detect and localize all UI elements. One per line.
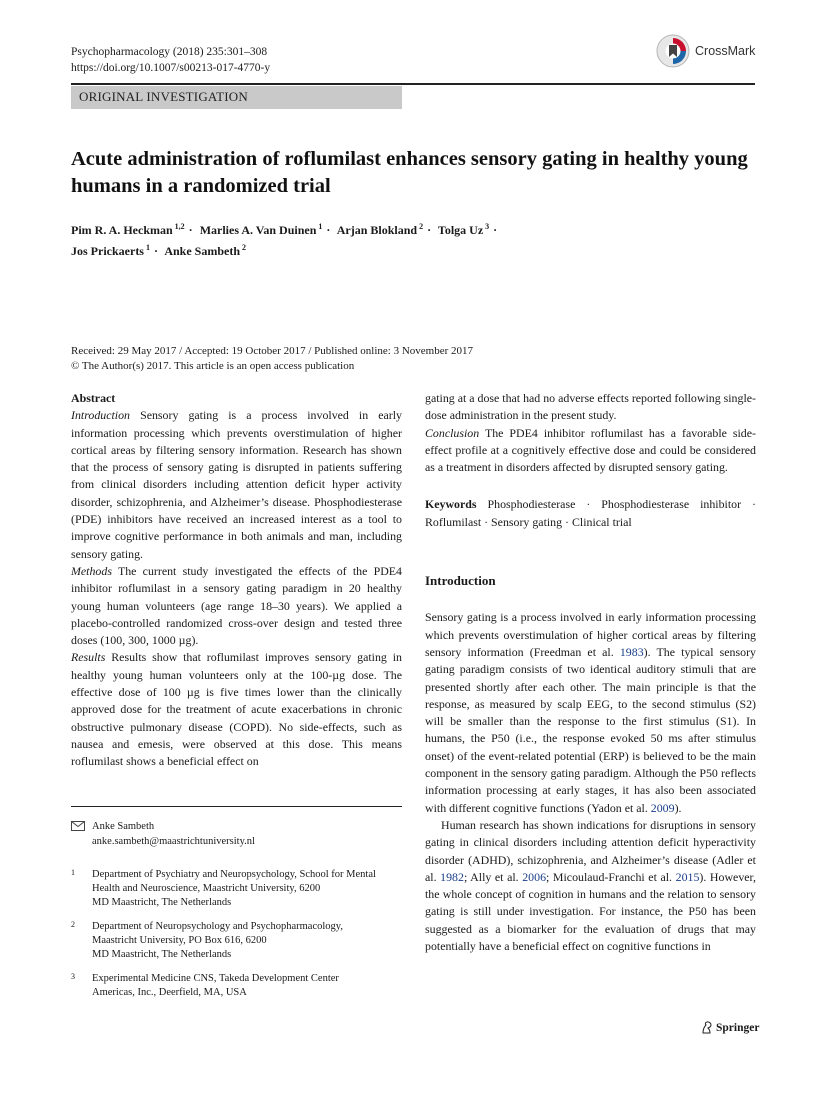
springer-horse-icon [701, 1021, 713, 1034]
author-name[interactable]: Marlies A. Van Duinen $^1$ [199, 222, 323, 237]
affiliation: 2 Department of Neuropsychology and Psychopharmacology, Maastricht University, PO Box 616, 6200 MD Maastricht, The Netherlands [71, 920, 343, 960]
section-label: ORIGINAL INVESTIGATION [79, 89, 248, 104]
section-bar [71, 86, 402, 109]
crossmark-icon [656, 34, 690, 68]
left-column [71, 390, 402, 771]
correspondence-email[interactable]: anke.sambeth@maastrichtuniversity.nl [92, 835, 255, 847]
journal-line: Psychopharmacology (2018) 235:301–308 [71, 46, 268, 58]
keywords: Keywords Phosphodiesterase · Phosphodiesterase inhibitor · Roflumilast · Sensory gating · Clinical trial [425, 497, 756, 529]
publisher-name: Springer [716, 1021, 760, 1034]
reference-link[interactable]: 2006 [522, 869, 547, 884]
introduction-paragraph: Human research has shown indications for disruptions in sensory gating in clinical disorders including attention deficit hyperactivity disorder (ADHD), schizophrenia, and Alzheimer’s disease (Adler et al. 1982; Ally et al. 2006; Micoulaud-Franchi et al. 2015). However, the whole concept of cognition in humans and the relation to sensory gating is still under investigation. For instance, the P50 has been suggested as a biomarker for the evaluation of drugs that may potentially have a beneficial effect on cognitive functions in [425, 817, 757, 954]
introduction-paragraph: Sensory gating is a process involved in early information processing which prevents overstimulation of higher cortical areas by filtering sensory information (Freedman et al. 1983). The typical sensory gating paradigm consists of two identical auditory stimuli that are presented shortly after each other. The main principle is that the response, as measured by scalp EEG, to the second stimulus (S2) will be smaller than the response to the first stimulus (S1). In humans, the P50 (i.e., the response evoked 50 ms after stimulus onset) of the event-related potential (ERP) is believed to be the main component in the sensory gating paradigm. Although the P50 reflects information processing at early stages, it has also been associated with different cognitive functions (Yadon et al. 2009). [425, 610, 756, 815]
publication-dates [71, 344, 473, 374]
reference-link[interactable]: 1983 [619, 644, 644, 659]
abstract-heading: Abstract [71, 391, 116, 405]
crossmark-label: CrossMark [695, 44, 756, 58]
affiliations [71, 868, 402, 1010]
reference-link[interactable]: 2009 [650, 800, 675, 815]
affiliation: 1 Department of Psychiatry and Neuropsychology, School for Mental Health and Neuroscience, Maastricht University, 6200 MD Maastricht, The Netherlands [71, 868, 376, 908]
author-name[interactable]: Arjan Blokland $^2$ [336, 222, 424, 237]
dates-line: Received: 29 May 2017 / Accepted: 19 October 2017 / Published online: 3 November 2017 [71, 345, 474, 357]
article-title: Acute administration of roflumilast enhances sensory gating in healthy young humans in a randomized trial [71, 148, 748, 197]
author-list: Pim R. A. Heckman $^{1,2}$ · Marlies A. Van Duinen $^1$ · Arjan Blokland $^2$ · Tolga Uz $^3$ · Jos Prickaerts $^1$ · Anke Sambeth $^2$ [71, 222, 498, 258]
footnote-rule [71, 806, 402, 807]
author-name[interactable]: Anke Sambeth $^2$ [164, 243, 247, 258]
abstract-results: Results Results show that roflumilast improves sensory gating in healthy young human volunteers only at the 100-µg dose. The effective dose of 100 µg is five times lower than the clinically approved dose for the treatment of acute exacerbations in chronic obstructive pulmonary disease (COPD). No side-effects, such as nausea and emesis, were observed at this dose. This means roflumilast shows a beneficial effect on [71, 650, 402, 769]
journal-citation [71, 44, 270, 76]
doi-line[interactable]: https://doi.org/10.1007/s00213-017-4770-y [71, 62, 271, 74]
abstract-conclusion: Conclusion The PDE4 inhibitor roflumilast has a favorable side-effect profile at a cognitively effective dose and could be considered as a treatment in disorders affected by disrupted sensory gating. [425, 425, 756, 475]
reference-link[interactable]: 2015 [675, 869, 700, 884]
author-name[interactable]: Jos Prickaerts $^1$ [71, 243, 150, 258]
abstract-introduction: Introduction Sensory gating is a process involved in early information processing which prevents overstimulation of higher cortical areas by filtering sensory information. Research has shown that the process of sensory gating is disrupted in patients suffering from clinical disorders including attention deficit hyper activity disorder, schizophrenia, and Alzheimer’s disease. Phosphodiesterase (PDE) inhibitors have received an increased interest as a tool to improve cognitive performance in both animals and man, including sensory gating. [71, 408, 402, 561]
abstract-results-continued: gating at a dose that had no adverse effects reported following single-dose administration in the present study. [425, 391, 756, 423]
affiliation: 3 Experimental Medicine CNS, Takeda Development Center Americas, Inc., Deerfield, MA, USA [71, 972, 339, 998]
copyright-line: © The Author(s) 2017. This article is an open access publication [71, 360, 355, 372]
publisher-logo [701, 1021, 759, 1034]
envelope-icon [71, 821, 85, 831]
author-name[interactable]: Pim R. A. Heckman $^{1,2}$ [71, 222, 185, 237]
correspondence-name: Anke Sambeth [92, 821, 155, 832]
header-rule [71, 83, 755, 85]
introduction-heading: Introduction [425, 573, 496, 589]
reference-link[interactable]: 1982 [440, 869, 464, 884]
right-column [425, 390, 756, 955]
author-name[interactable]: Tolga Uz $^3$ [437, 222, 490, 237]
abstract-methods: Methods The current study investigated the effects of the PDE4 inhibitor roflumilast in a sensory gating paradigm in 20 healthy young human volunteers (age range 18–30 years). We applied a placebo-controlled randomized cross-over design and tested three doses (100, 300, 1000 µg). [71, 563, 402, 648]
crossmark-badge[interactable] [656, 34, 755, 68]
